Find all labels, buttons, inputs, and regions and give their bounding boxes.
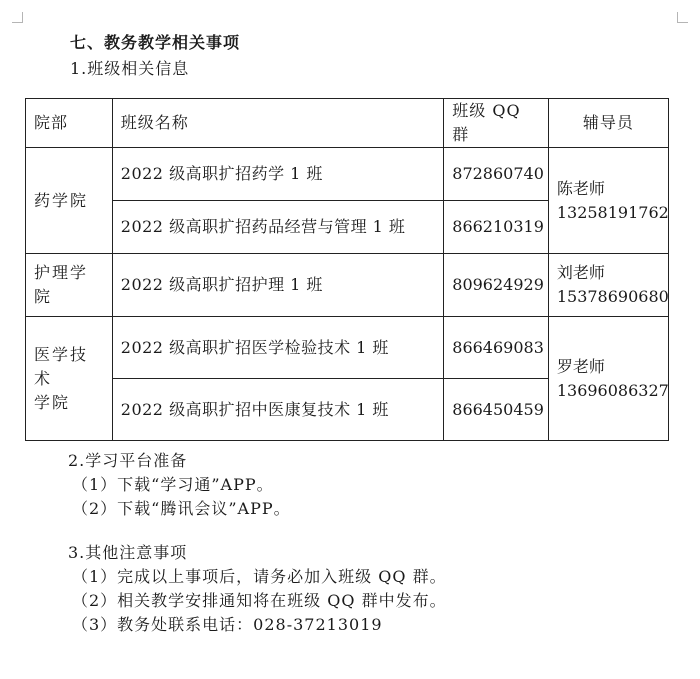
tutor-cell-medical-tech <box>548 317 668 441</box>
class-name-cell: 2022 级高职扩招药品经营与管理 1 班 <box>112 201 444 254</box>
class-name-cell: 2022 级高职扩招医学检验技术 1 班 <box>112 317 444 379</box>
qq-group-cell: 872860740 <box>444 148 549 201</box>
qq-group-cell: 809624929 <box>444 254 549 317</box>
dept-cell-nursing: 护理学院 <box>26 254 113 317</box>
class-name-cell: 2022 级高职扩招药学 1 班 <box>112 148 444 201</box>
qq-group-cell: 866469083 <box>444 317 549 379</box>
other-notes-title: 3.其他注意事项 <box>68 543 188 562</box>
tutor-cell-pharmacy <box>548 148 668 254</box>
tutor-name: 刘老师 <box>556 263 605 282</box>
tutor-phone: 15378690680 <box>556 287 669 306</box>
table-row <box>26 148 669 201</box>
tutor-phone: 13696086327 <box>556 380 669 400</box>
list-item: （3）教务处联系电话：028-37213019 <box>72 615 383 634</box>
section-heading: 七、教务教学相关事项 <box>70 33 241 52</box>
platform-prep-title: 2.学习平台准备 <box>68 451 188 470</box>
class-info-subheading: 1.班级相关信息 <box>70 59 190 78</box>
crop-mark-top-right <box>677 12 688 23</box>
dept-name-line2: 学院 <box>34 392 71 412</box>
class-name-cell: 2022 级高职扩招护理 1 班 <box>112 254 444 317</box>
tutor-cell-nursing <box>548 254 668 317</box>
class-info-table <box>25 98 669 441</box>
table-row <box>26 254 669 317</box>
list-item: （2）下载“腾讯会议”APP。 <box>72 499 291 518</box>
list-item: （2）相关教学安排通知将在班级 QQ 群中发布。 <box>72 591 447 610</box>
qq-group-cell: 866210319 <box>444 201 549 254</box>
header-class-name: 班级名称 <box>112 99 444 148</box>
other-notes-section <box>65 541 447 637</box>
dept-cell-pharmacy: 药学院 <box>26 148 113 254</box>
header-dept: 院部 <box>26 99 113 148</box>
list-item: （1）完成以上事项后，请务必加入班级 QQ 群。 <box>72 567 447 586</box>
table-header-row <box>26 99 669 148</box>
platform-prep-section <box>65 449 291 521</box>
list-item: （1）下载“学习通”APP。 <box>72 475 274 494</box>
header-tutor: 辅导员 <box>548 99 668 148</box>
qq-group-cell: 866450459 <box>444 379 549 441</box>
class-name-cell: 2022 级高职扩招中医康复技术 1 班 <box>112 379 444 441</box>
dept-cell-medical-tech <box>26 317 113 441</box>
crop-mark-top-left <box>12 12 23 23</box>
tutor-name: 罗老师 <box>556 356 605 376</box>
tutor-name: 陈老师 <box>556 178 605 198</box>
dept-name-line1: 医学技术 <box>34 344 89 388</box>
header-qq-group: 班级 QQ 群 <box>444 99 549 148</box>
tutor-phone: 13258191762 <box>556 202 669 222</box>
table-row <box>26 317 669 379</box>
